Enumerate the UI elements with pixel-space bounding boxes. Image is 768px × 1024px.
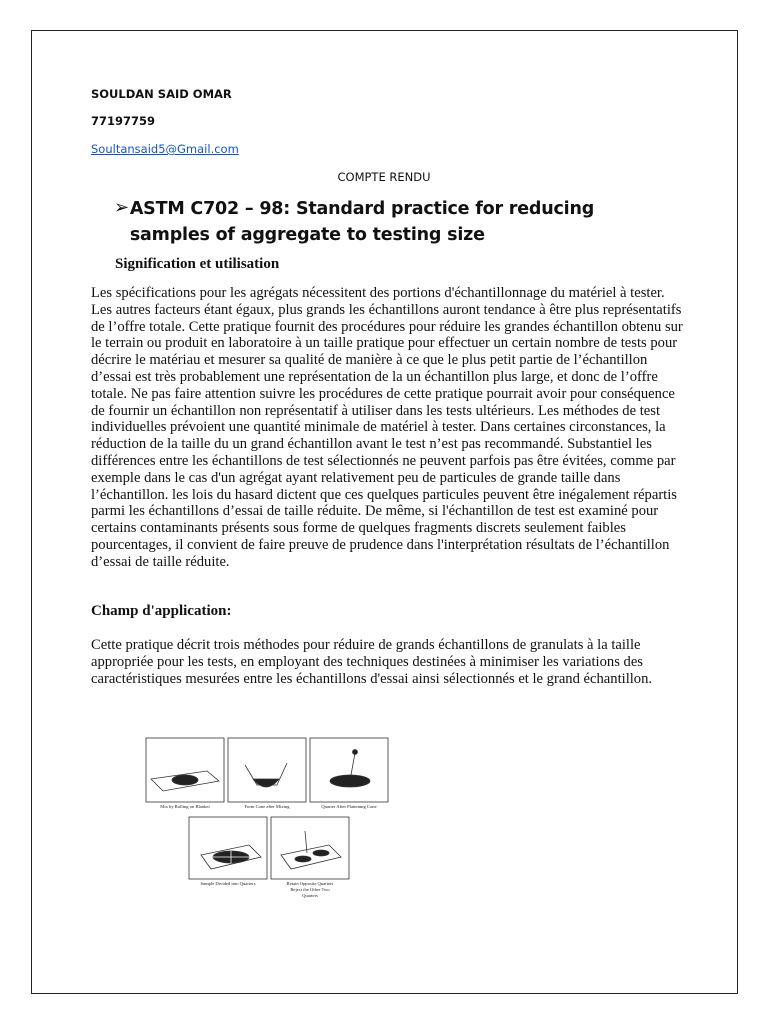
title-block: [114, 196, 674, 248]
panel-rolling-frame: [146, 738, 224, 802]
retained-quarter-2: [313, 850, 329, 856]
sample-reduction-figure: [145, 737, 390, 899]
report-label: COMPTE RENDU: [337, 170, 431, 184]
flattened-pile: [330, 775, 370, 787]
caption-reject: Reject the Other Two: [290, 887, 330, 892]
panel-divided-frame: [189, 817, 267, 879]
author-name: SOULDAN SAID OMAR: [91, 87, 232, 101]
caption-cone: Form Cone after Mixing: [244, 804, 290, 809]
shovel-grip: [353, 750, 358, 755]
plane-shape-2: [281, 845, 341, 869]
panel-retain-frame: [271, 817, 349, 879]
panel-quarter-frame: [310, 738, 388, 802]
document-title: ASTM C702 – 98: Standard practice for reducing samples of aggregate to testing size: [129, 199, 595, 245]
scope-heading: Champ d'application:: [91, 603, 232, 619]
caption-quarters: Quarters: [302, 893, 318, 898]
caption-rolling: Mix by Rolling on Blanket: [160, 804, 210, 809]
significance-heading: Signification et utilisation: [115, 256, 280, 272]
author-id-number: 77197759: [91, 114, 156, 128]
pile-rolling: [172, 775, 198, 785]
shovel-handle: [351, 753, 355, 775]
retained-quarter-1: [295, 856, 311, 862]
caption-divided: Sample Divided into Quarters: [200, 881, 256, 886]
author-email-link[interactable]: Soultansaid5@Gmail.com: [91, 142, 239, 156]
arrow-bullet-icon: ➢: [114, 197, 130, 218]
panel-cone-frame: [228, 738, 306, 802]
significance-paragraph: Les spécifications pour les agrégats nécessitent des portions d'échantillonnage du matériel à tester. Les autres facteurs étant égaux, plus grands les échantillons auront tendance à être plus représentatifs de l’offre totale. Cette pratique fournit des procédures pour réduire les grandes échantillon obtenu sur le terrain ou produit en laboratoire à un taille pratique pour effectuer un certain nombre de tests pour décrire le matériau et mesurer sa qualité de manière à ce que le plus petit partie de l’échantillon d’essai est très probablement une représentation de la un échantillon plus large, et donc de l’offre totale. Ne pas faire attention suivre les procédures de cette pratique pourrait avoir pour conséquence de fournir un échantillon non représentatif à utiliser dans les tests ultérieurs. Les méthodes de test individuelles prévoient une quantité minimale de matériel à tester. Dans certaines circonstances, la réduction de la taille du un grand échantillon avant le test n’est pas recommandé. Substantiel les différences entre les échantillons de test sélectionnés ne peuvent parfois pas être évitées, comme par exemple dans le cas d'un agrégat ayant relativement peu de particules de grande taille dans l’échantillon. les lois du hasard dictent que ces quelques particules peuvent être inégalement répartis parmi les échantillons d’essai de taille réduite. De même, si l'échantillon de test est examiné pour certains contaminants présents sous forme de quelques fragments discrets seulement faibles pourcentages, il convient de faire preuve de prudence dans l'interprétation résultats de l’échantillon d’essai de taille réduite.: [91, 285, 683, 570]
caption-retain: Retain Opposite Quarters: [286, 881, 334, 886]
scope-paragraph: Cette pratique décrit trois méthodes pour réduire de grands échantillons de granulats à la taille appropriée pour les tests, en employant des techniques destinées à minimiser les variations des caractéristiques mesurées entre les échantillons d'essai ainsi sélectionnés et le grand échantillon.: [91, 637, 653, 687]
cone-pile: [253, 779, 279, 787]
caption-quarter: Quarter After Flattening Cone: [321, 804, 377, 809]
